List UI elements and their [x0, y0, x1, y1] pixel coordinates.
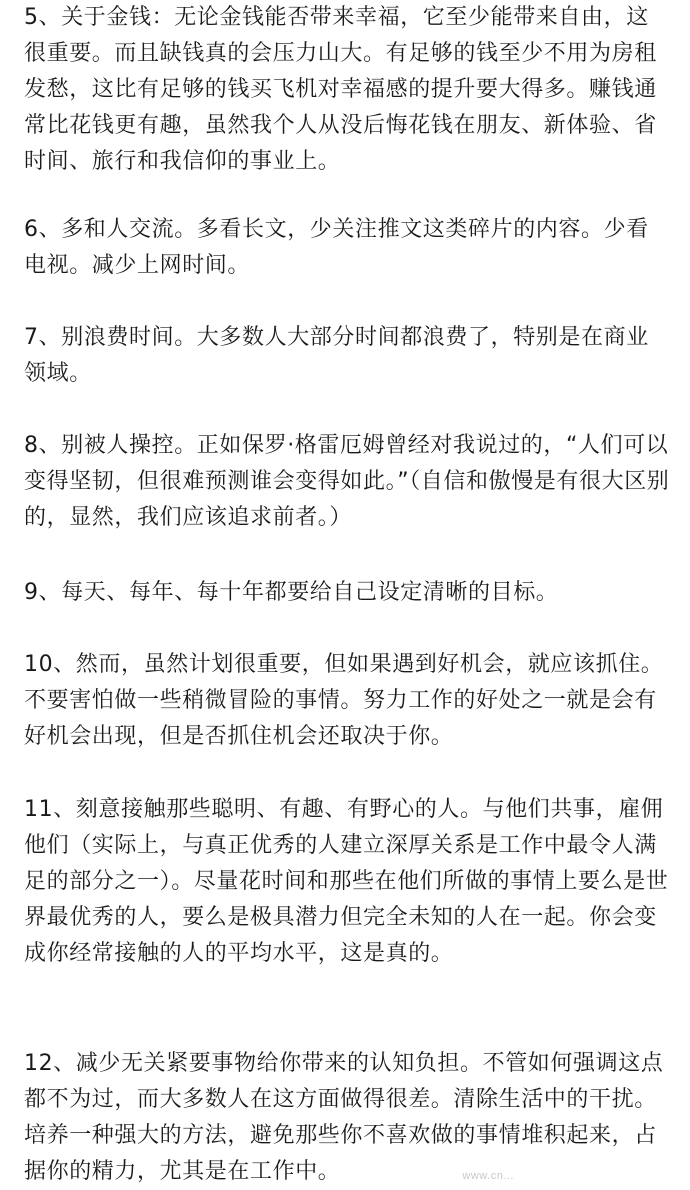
watermark: www.cn...: [462, 1170, 514, 1182]
paragraph-6: 6、多和人交流。多看长文，少关注推文这类碎片的内容。少看电视。减少上网时间。: [24, 217, 649, 278]
paragraph-7: 7、别浪费时间。大多数人大部分时间都浪费了，特别是在商业领域。: [24, 325, 649, 386]
paragraph-12: 12、减少无关紧要事物给你带来的认知负担。不管如何强调这点都不为过，而大多数人在这方面做得很差。清除生活中的干扰。培养一种强大的方法，避免那些你不喜欢做的事情堆积起来，占据你的精力，尤其是在工作中。: [24, 1051, 664, 1184]
paragraph-11: 11、刻意接触那些聪明、有趣、有野心的人。与他们共事，雇佣他们（实际上，与真正优秀的人建立深厚关系是工作中最令人满足的部分之一）。尽量花时间和那些在他们所做的事情上要么是世界最优秀的人，要么是极具潜力但完全未知的人在一起。你会变成你经常接触的人的平均水平，这是真的。: [24, 797, 669, 966]
paragraph-8: 8、别被人操控。正如保罗·格雷厄姆曾经对我说过的，“人们可以变得坚韧，但很难预测谁会变得如此。”（自信和傲慢是有很大区别的，显然，我们应该追求前者。）: [24, 433, 670, 530]
paragraph-10: 10、然而，虽然计划很重要，但如果遇到好机会，就应该抓住。不要害怕做一些稍微冒险的事情。努力工作的好处之一就是会有好机会出现，但是否抓住机会还取决于你。: [24, 652, 664, 749]
paragraph-9: 9、每天、每年、每十年都要给自己设定清晰的目标。: [24, 580, 559, 605]
paragraph-5: 5、关于金钱：无论金钱能否带来幸福，它至少能带来自由，这很重要。而且缺钱真的会压力山大。有足够的钱至少不用为房租发愁，这比有足够的钱买飞机对幸福感的提升要大得多。赚钱通常比花钱更有趣，虽然我个人从没后悔花钱在朋友、新体验、省时间、旅行和我信仰的事业上。: [24, 5, 657, 174]
